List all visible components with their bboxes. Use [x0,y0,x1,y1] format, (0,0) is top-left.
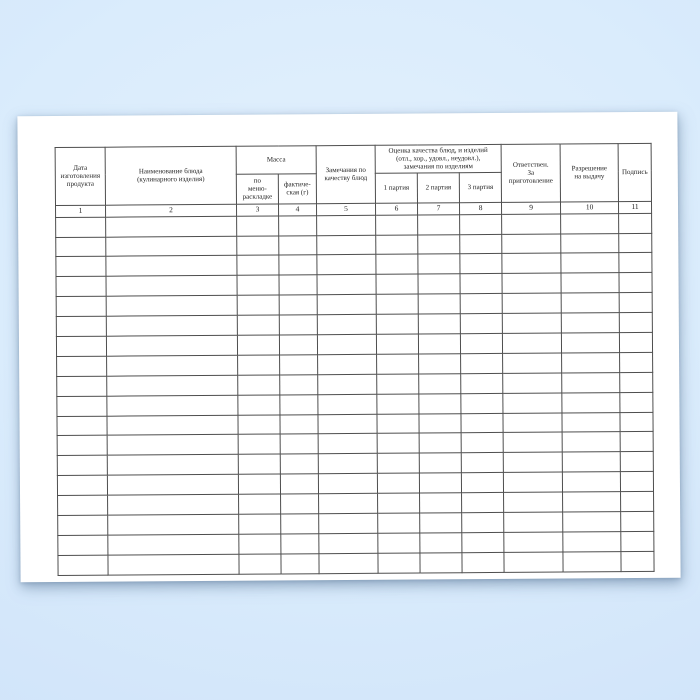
blank-cell [502,293,561,313]
blank-cell [239,534,281,554]
column-number: 2 [106,204,237,217]
paper-sheet [17,112,680,583]
blank-cell [461,373,503,393]
blank-cell [377,394,419,414]
blank-cell [621,551,654,571]
blank-cell [562,392,620,412]
blank-cell [563,512,621,532]
blank-cell [107,474,238,495]
blank-cell [280,474,318,494]
blank-cell [281,514,319,534]
blank-cell [562,432,620,452]
blank-cell [238,375,280,395]
blank-cell [461,353,503,373]
blank-cell [107,435,238,456]
blank-cell [620,392,653,412]
blank-cell [279,235,317,255]
blank-cell [420,513,462,533]
blank-cell [461,433,503,453]
blank-cell [377,453,419,473]
blank-cell [107,355,238,376]
blank-cell [58,515,108,535]
blank-cell [106,276,237,297]
header-group-mass: Масса [236,146,316,174]
blank-cell [561,253,619,273]
blank-cell [237,295,279,315]
blank-cell [460,234,502,254]
blank-cell [562,472,620,492]
blank-cell [460,333,502,353]
header-col-menu-layout: по меню- раскладке [236,174,278,204]
column-number: 4 [278,203,316,215]
blank-cell [107,375,238,396]
column-number: 7 [417,202,459,214]
blank-cell [239,494,281,514]
table-body [56,213,655,575]
blank-cell [460,254,502,274]
blank-cell [106,315,237,336]
blank-cell [376,215,418,235]
header-col-responsible: Ответствен. За приготовление [501,144,560,202]
blank-cell [377,414,419,434]
blank-cell [317,215,376,235]
blank-cell [461,393,503,413]
blank-cell [561,293,619,313]
blank-cell [620,412,653,432]
blank-cell [502,313,561,333]
blank-cell [281,534,319,554]
blank-cell [561,313,619,333]
blank-cell [619,273,652,293]
blank-cell [378,533,420,553]
blank-cell [376,334,418,354]
blank-cell [317,334,376,354]
blank-cell [238,414,280,434]
blank-cell [620,432,653,452]
column-number: 10 [561,201,619,213]
blank-cell [237,315,279,335]
blank-cell [418,314,460,334]
blank-cell [419,433,461,453]
blank-cell [418,274,460,294]
blank-cell [420,493,462,513]
blank-cell [621,491,654,511]
header-col-signature: Подпись [618,143,651,201]
blank-cell [418,294,460,314]
blank-cell [502,273,561,293]
blank-cell [376,274,418,294]
blank-cell [56,237,106,257]
blank-cell [562,372,620,392]
blank-cell [621,511,654,531]
blank-cell [419,453,461,473]
blank-cell [460,274,502,294]
blank-cell [319,533,378,553]
blank-cell [58,495,108,515]
blank-cell [239,554,281,574]
blank-cell [460,313,502,333]
blank-cell [58,555,108,575]
blank-cell [418,214,460,234]
blank-cell [561,233,619,253]
blank-cell [319,513,378,533]
header-col-batch-1: 1 партия [375,173,417,203]
blank-cell [619,233,652,253]
blank-cell [279,315,317,335]
blank-cell [56,316,106,336]
column-number: 1 [56,205,106,217]
blank-cell [502,214,561,234]
blank-cell [503,393,562,413]
blank-cell [420,552,462,572]
blank-cell [237,275,279,295]
blank-cell [419,413,461,433]
blank-cell [504,552,563,572]
blank-cell [619,213,652,233]
blank-cell [418,234,460,254]
blank-cell [461,473,503,493]
blank-cell [56,296,106,316]
blank-cell [57,416,107,436]
blank-cell [563,551,621,571]
blank-cell [238,355,280,375]
blank-cell [562,412,620,432]
blank-cell [318,454,377,474]
column-number: 6 [375,203,417,215]
blank-cell [503,452,562,472]
blank-cell [562,352,620,372]
blank-cell [462,532,504,552]
blank-cell [108,534,239,555]
header-row-groups [55,143,651,175]
blank-cell [462,493,504,513]
blank-cell [502,234,561,254]
blank-cell [418,334,460,354]
header-col-dish-name: Наименование блюда (кулинарного изделия) [105,146,236,205]
blank-cell [319,553,378,573]
blank-cell [619,253,652,273]
blank-cell [57,356,107,376]
blank-cell [281,553,319,573]
blank-cell [106,295,237,316]
blank-cell [106,335,237,356]
blank-cell [503,353,562,373]
blank-cell [563,531,621,551]
blank-cell [56,217,106,237]
blank-cell [318,374,377,394]
blank-cell [280,434,318,454]
blank-cell [57,455,107,475]
blank-cell [57,396,107,416]
blank-cell [376,235,418,255]
blank-cell [319,493,378,513]
blank-cell [419,393,461,413]
column-number: 5 [316,203,375,215]
blank-cell [620,372,653,392]
blank-cell [419,473,461,493]
blank-cell [280,454,318,474]
blank-cell [317,294,376,314]
blank-cell [279,255,317,275]
blank-cell [378,553,420,573]
blank-cell [279,215,317,235]
blank-cell [107,395,238,416]
header-col-batch-3: 3 партия [459,172,501,202]
header-col-date: Дата изготовления продукта [55,147,105,205]
blank-cell [56,257,106,277]
blank-cell [504,532,563,552]
blank-cell [376,314,418,334]
blank-cell [461,413,503,433]
blank-cell [419,354,461,374]
blank-cell [620,452,653,472]
blank-cell [562,452,620,472]
blank-cell [106,236,237,257]
blank-cell [619,293,652,313]
column-number: 9 [502,202,561,214]
blank-cell [56,276,106,296]
blank-cell [502,253,561,273]
column-number: 11 [619,201,652,213]
blank-cell [237,335,279,355]
blank-cell [238,434,280,454]
header-col-actual-mass: фактиче- ская (г) [278,173,316,203]
blank-cell [620,472,653,492]
blank-cell [619,332,652,352]
column-number: 3 [236,204,278,216]
blank-cell [237,235,279,255]
column-number: 8 [459,202,501,214]
blank-cell [280,414,318,434]
blank-cell [106,256,237,277]
header-col-remarks: Замечания по качеству блюд [316,145,375,203]
blank-cell [377,374,419,394]
blank-cell [378,493,420,513]
blank-cell [419,373,461,393]
blank-cell [561,333,619,353]
blank-cell [503,373,562,393]
header-col-batch-2: 2 партия [417,172,459,202]
blank-cell [460,214,502,234]
blank-cell [58,535,108,555]
blank-cell [418,254,460,274]
blank-cell [563,492,621,512]
header-col-permission: Разрешение на выдачу [560,144,618,202]
blank-cell [461,453,503,473]
blank-cell [280,394,318,414]
blank-cell [279,335,317,355]
blank-cell [620,352,653,372]
blank-cell [107,415,238,436]
blank-cell [280,374,318,394]
blank-cell [279,295,317,315]
blank-cell [108,514,239,535]
blank-cell [503,472,562,492]
blank-cell [619,312,652,332]
blank-cell [561,213,619,233]
blank-cell [378,513,420,533]
blank-cell [621,531,654,551]
blank-cell [504,512,563,532]
blank-cell [502,333,561,353]
blank-cell [561,273,619,293]
blank-cell [238,395,280,415]
blank-cell [107,455,238,476]
blank-row [58,551,654,575]
blank-cell [318,434,377,454]
blank-cell [56,336,106,356]
blank-cell [317,314,376,334]
header-group-quality: Оценка качества блюд, и изделий (отл., хор., удовл., неудовл.), замечания по изделиям [375,144,501,172]
blank-cell [108,554,239,575]
blank-cell [279,275,317,295]
blank-cell [318,354,377,374]
blank-cell [503,413,562,433]
blank-cell [280,355,318,375]
blank-cell [239,514,281,534]
blank-cell [504,492,563,512]
blank-cell [237,216,279,236]
blank-cell [238,454,280,474]
blank-cell [462,512,504,532]
blank-cell [377,354,419,374]
blank-cell [57,475,107,495]
blank-cell [376,254,418,274]
blank-cell [318,473,377,493]
blank-cell [318,394,377,414]
blank-cell [281,494,319,514]
blank-cell [377,433,419,453]
blank-cell [460,294,502,314]
blank-cell [238,474,280,494]
blank-cell [317,255,376,275]
blank-cell [503,432,562,452]
blank-cell [318,414,377,434]
blank-cell [420,533,462,553]
journal-table [55,143,655,576]
blank-cell [106,216,237,237]
blank-cell [376,294,418,314]
blank-cell [57,436,107,456]
blank-cell [57,376,107,396]
blank-cell [462,552,504,572]
blank-cell [108,494,239,515]
blank-cell [317,275,376,295]
blank-cell [237,255,279,275]
blank-cell [377,473,419,493]
blank-cell [317,235,376,255]
